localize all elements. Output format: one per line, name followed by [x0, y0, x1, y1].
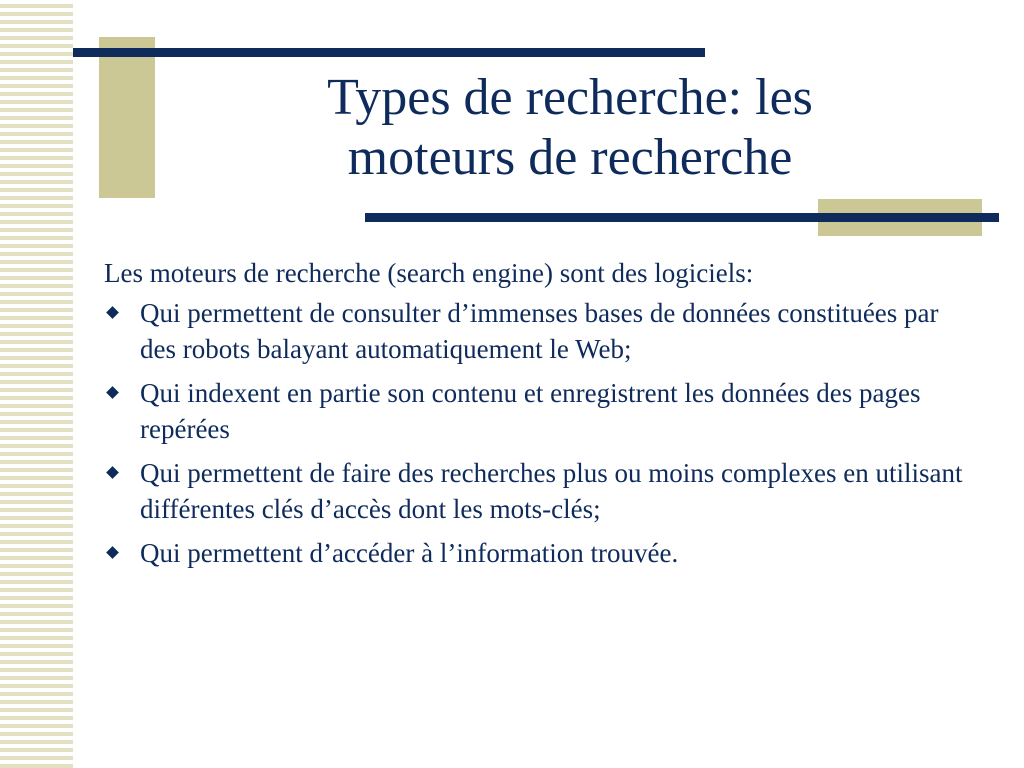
bullet-item: [104, 375, 964, 447]
bullet-text: Qui permettent de faire des recherches plus ou moins complexes en utilisant différentes clés d’accès dont les mots-clés;: [140, 458, 963, 524]
slide-title-line-1: Types de recherche: les: [327, 69, 813, 126]
bullet-list: [104, 295, 964, 571]
bullet-item: [104, 455, 964, 527]
top-accent-block: [99, 37, 155, 198]
intro-text: Les moteurs de recherche (search engine) sont des logiciels:: [104, 258, 754, 288]
bottom-accent-line: [365, 213, 999, 222]
bullet-text: Qui permettent de consulter d’immenses bases de données constituées par des robots balayant automatiquement le Web;: [140, 298, 939, 364]
diamond-bullet-icon: [106, 546, 119, 559]
bullet-text: Qui indexent en partie son contenu et enregistrent les données des pages repérées: [140, 378, 921, 444]
bullet-item: [104, 295, 964, 367]
bullet-item: [104, 535, 964, 571]
slide-title-line-2: moteurs de recherche: [347, 129, 793, 186]
left-stripe-decoration: [0, 0, 73, 768]
diamond-bullet-icon: [106, 466, 119, 479]
diamond-bullet-icon: [106, 306, 119, 319]
bullet-text: Qui permettent d’accéder à l’information trouvée.: [140, 538, 679, 568]
diamond-bullet-icon: [106, 386, 119, 399]
slide-body: [104, 255, 964, 579]
slide-title: [200, 68, 940, 188]
top-accent-line: [73, 48, 705, 57]
